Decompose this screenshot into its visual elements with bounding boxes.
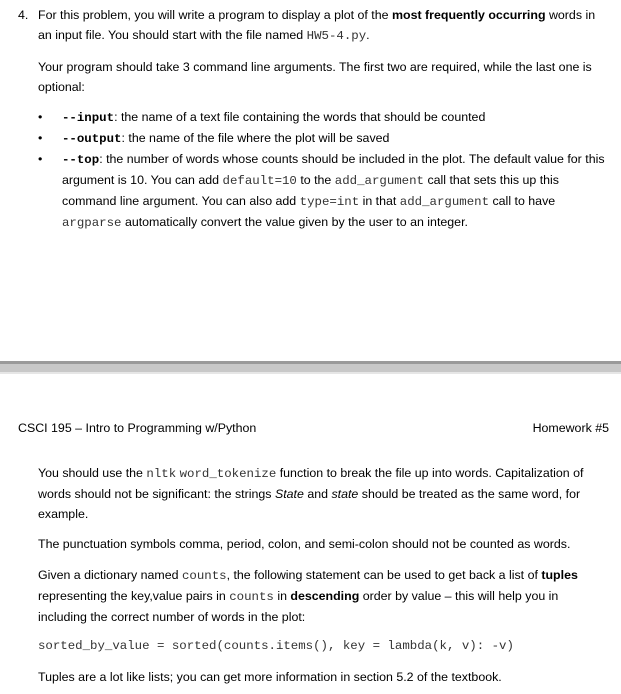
page-break-divider xyxy=(0,361,621,374)
arg-desc: to the xyxy=(296,173,335,187)
italic-word: state xyxy=(331,487,359,501)
code-nltk: nltk xyxy=(146,467,177,481)
arg-flag: --top xyxy=(62,153,100,167)
code-add-argument: add_argument xyxy=(399,195,490,209)
text: should be treated as the same word, for example. xyxy=(38,487,581,521)
code-add-argument: add_argument xyxy=(334,174,424,188)
intro-period: . xyxy=(366,28,370,42)
arg-desc: in that xyxy=(359,194,400,208)
list-item xyxy=(38,107,608,128)
text: function to break the file up into words. Capitalization of words should not be significant: the strings xyxy=(38,466,584,501)
arg-desc: : the name of the file where the plot will be saved xyxy=(121,131,390,145)
problem-number: 4. xyxy=(18,8,29,22)
bold-word: tuples xyxy=(541,568,578,582)
list-item xyxy=(38,128,608,149)
bold-word: descending xyxy=(290,589,360,603)
intro-filename: HW5-4.py xyxy=(306,29,367,43)
arg-desc: call that sets this up this command line argument. You can also add xyxy=(62,173,559,208)
problem-intro xyxy=(38,5,608,46)
italic-word: State xyxy=(274,487,304,501)
arg-flag: --output xyxy=(62,132,122,146)
code-type: type=int xyxy=(299,195,360,209)
intro-text: For this problem, you will write a program to display a plot of the xyxy=(38,8,392,22)
text: order by value – this will help you in including the correct number of words in the plot: xyxy=(38,589,559,624)
code-word-tokenize: word_tokenize xyxy=(179,467,277,481)
text: , the following statement can be used to get back a list of xyxy=(226,568,542,582)
list-item xyxy=(38,149,608,233)
intro-text-2: words in an input file. You should start with the file named xyxy=(38,8,596,42)
header-course: CSCI 195 – Intro to Programming w/Python xyxy=(18,421,257,435)
code-statement: sorted_by_value = sorted(counts.items(), key = lambda(k, v): -v) xyxy=(38,639,514,653)
code-argparse: argparse xyxy=(62,216,122,230)
punctuation-paragraph: The punctuation symbols comma, period, colon, and semi-colon should not be counted as words. xyxy=(38,537,571,551)
arg-desc: automatically convert the value given by the user to an integer. xyxy=(121,215,468,229)
arg-flag: --input xyxy=(62,111,115,125)
tokenize-paragraph xyxy=(38,463,604,524)
code-default: default=10 xyxy=(222,174,297,188)
intro-bold: most frequently occurring xyxy=(391,8,546,22)
args-intro: Your program should take 3 command line arguments. The first two are required, while the last one is optional: xyxy=(38,60,592,94)
sorting-paragraph xyxy=(38,565,604,627)
arg-desc: call to have xyxy=(489,194,556,208)
code-counts: counts xyxy=(181,569,227,583)
text: Given a dictionary named xyxy=(38,568,182,582)
code-counts: counts xyxy=(229,590,274,604)
text: representing the key,value pairs in xyxy=(38,589,230,603)
bullet-icon: • xyxy=(38,131,43,145)
text: in xyxy=(273,589,291,603)
argument-list xyxy=(38,107,608,233)
arg-desc: : the number of words whose counts should be included in the plot. The default value for this argument is 10. You can add xyxy=(62,152,605,187)
text: You should use the xyxy=(38,466,147,480)
bullet-icon: • xyxy=(38,152,43,166)
header-homework: Homework #5 xyxy=(532,421,609,435)
tuples-paragraph: Tuples are a lot like lists; you can get more information in section 5.2 of the textbook. xyxy=(38,670,502,684)
arg-desc: : the name of a text file containing the words that should be counted xyxy=(114,110,486,124)
text: and xyxy=(303,487,332,501)
bullet-icon: • xyxy=(38,110,43,124)
